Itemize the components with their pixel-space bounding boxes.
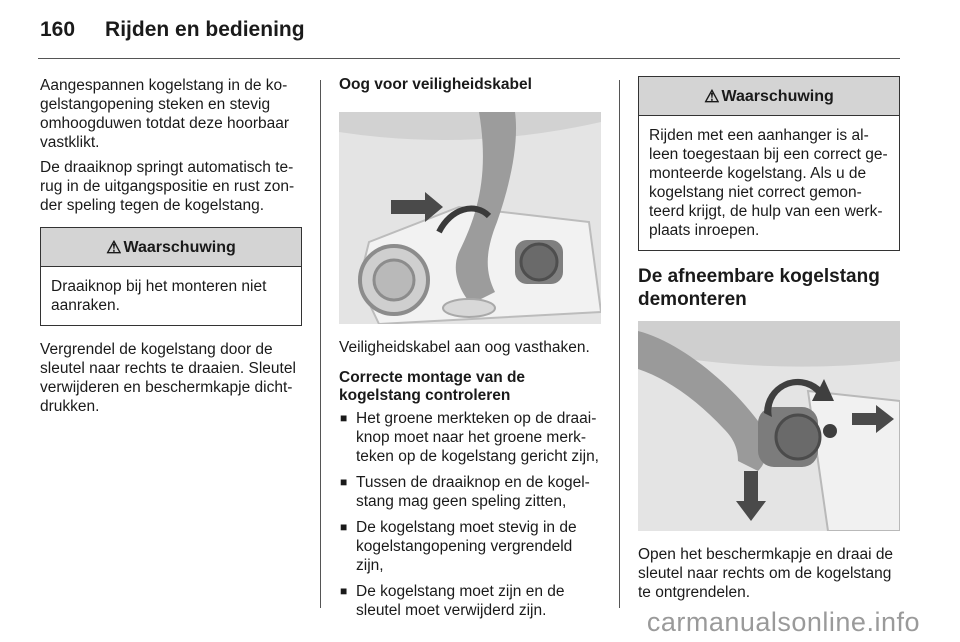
warning-header [639, 77, 899, 116]
warning-box-trailer [638, 76, 900, 251]
remove-ball-rod-illustration [638, 321, 900, 531]
figure-safety-cable-eye [339, 112, 601, 324]
figure-caption-safety-cable: Veiligheidskabel aan oog vasthaken. [339, 339, 590, 356]
list-item: ■ Het groene merkteken op de draaiknop moet naar het groene merkteken op de kogelstang gericht zijn, [339, 409, 601, 466]
section-heading-remove-ball-rod: De afneembare kogelstang demonteren [638, 266, 880, 310]
list-item: ■ De kogelstang moet zijn en de sleutel moet verwijderd zijn. [339, 582, 601, 620]
warning-text: Rijden met een aanhanger is alleen toegestaan bij een correct gemonteerde kogelstang. Als u de kogelstang niet correct gemonteerd krijgt, de hulp van een werkplaats inroepen. [649, 127, 888, 239]
paragraph-knob-returns: De draaiknop springt automatisch terug in de uitgangspositie en rust zonder speling tegen de kogelstang. [40, 159, 295, 214]
check-list [339, 409, 601, 620]
warning-title: Waarschuwing [721, 87, 834, 105]
page-title: Rijden en bediening [105, 18, 305, 41]
column-3 [638, 76, 900, 608]
warning-box-knob [40, 227, 302, 326]
paragraph-lock-ball-rod: Vergrendel de kogelstang door de sleutel naar rechts te draaien. Sleutel verwijderen en beschermkapje dichtdrukken. [40, 341, 296, 415]
section-heading-safety-eye: Oog voor veiligheidskabel [339, 76, 532, 93]
paragraph-insert-ball-rod: Aangespannen kogelstang in de kogelstangopening steken en stevig omhoogduwen totdat deze hoorbaar vastklikt. [40, 77, 290, 151]
column-2 [339, 76, 601, 627]
section-heading-check-mounting: Correcte montage van de kogelstang controleren [339, 369, 526, 404]
warning-header [41, 228, 301, 267]
warning-title: Waarschuwing [123, 238, 236, 256]
header-rule [38, 58, 900, 59]
warning-text: Draaiknop bij het monteren niet aanraken. [51, 278, 267, 314]
warning-triangle-icon: ⚠ [704, 86, 720, 106]
column-1 [40, 76, 302, 422]
safety-cable-eye-illustration [339, 112, 601, 324]
figure-caption-unlock: Open het beschermkapje en draai de sleutel naar rechts om de kogelstang te ontgrendelen. [638, 546, 894, 601]
warning-triangle-icon: ⚠ [106, 237, 122, 257]
page-number: 160 [40, 18, 76, 41]
page-header [40, 18, 305, 42]
column-divider-1 [320, 80, 321, 608]
list-item: ■ De kogelstang moet stevig in de kogelstangopening vergrendeld zijn, [339, 518, 601, 575]
figure-remove-ball-rod [638, 321, 900, 531]
column-divider-2 [619, 80, 620, 608]
watermark: carmanualsonline.info [646, 607, 920, 637]
list-item: ■ Tussen de draaiknop en de kogelstang mag geen speling zitten, [339, 473, 601, 511]
